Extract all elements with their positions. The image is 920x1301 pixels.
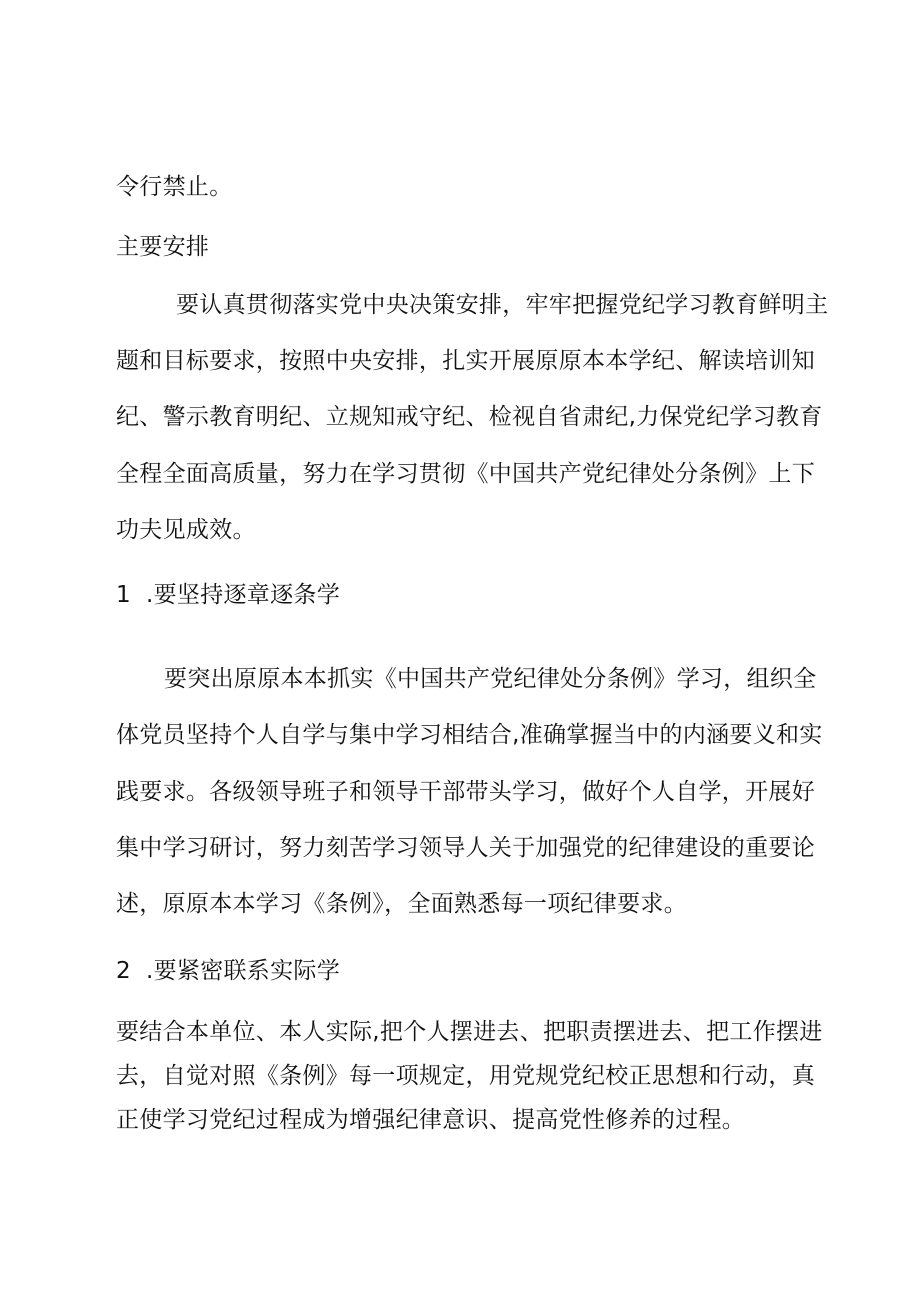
paragraph-line: 体党员坚持个人自学与集中学习相结合,准确掌握当中的内涵要义和实	[116, 722, 823, 748]
paragraph-line: 践要求。各级领导班子和领导干部带头学习，做好个人自学，开展好	[116, 779, 815, 805]
item2-title: .要紧密联系实际学	[146, 958, 341, 984]
continuation-text: 令行禁止。	[116, 174, 233, 200]
paragraph-line: 纪、警示教育明纪、立规知戒守纪、检视自省肃纪,力保党纪学习教育	[116, 404, 823, 430]
paragraph-line: 功夫见成效。	[116, 517, 256, 543]
paragraph-line: 述，原原本本学习《条例》，全面熟悉每一项纪律要求。	[116, 891, 687, 917]
item1-number: 1	[116, 582, 131, 608]
section-title: 主要安排	[116, 234, 210, 260]
paragraph-line: 全程全面高质量，努力在学习贯彻《中国共产党纪律处分条例》上下	[116, 461, 815, 487]
item2-heading	[116, 956, 340, 986]
item1-heading	[116, 580, 340, 610]
item1-title: .要坚持逐章逐条学	[146, 582, 341, 608]
paragraph-line: 要结合本单位、本人实际,把个人摆进去、把职责摆进去、把工作摆进	[116, 1019, 823, 1045]
item2-number: 2	[116, 958, 131, 984]
paragraph-line: 正使学习党纪过程成为增强纪律意识、提高党性修养的过程。	[116, 1107, 746, 1133]
paragraph-line: 集中学习研讨，努力刻苦学习领导人关于加强党的纪律建设的重要论	[116, 835, 815, 861]
paragraph-line: 题和目标要求，按照中央安排，扎实开展原原本本学纪、解读培训知	[116, 348, 815, 374]
paragraph-line: 去，自觉对照《条例》每一项规定，用党规党纪校正思想和行动，真	[116, 1063, 815, 1089]
paragraph-line: 要突出原原本本抓实《中国共产党纪律处分条例》学习，组织全	[164, 666, 817, 692]
paragraph-line: 要认真贯彻落实党中央决策安排，牢牢把握党纪学习教育鲜明主	[176, 292, 829, 318]
